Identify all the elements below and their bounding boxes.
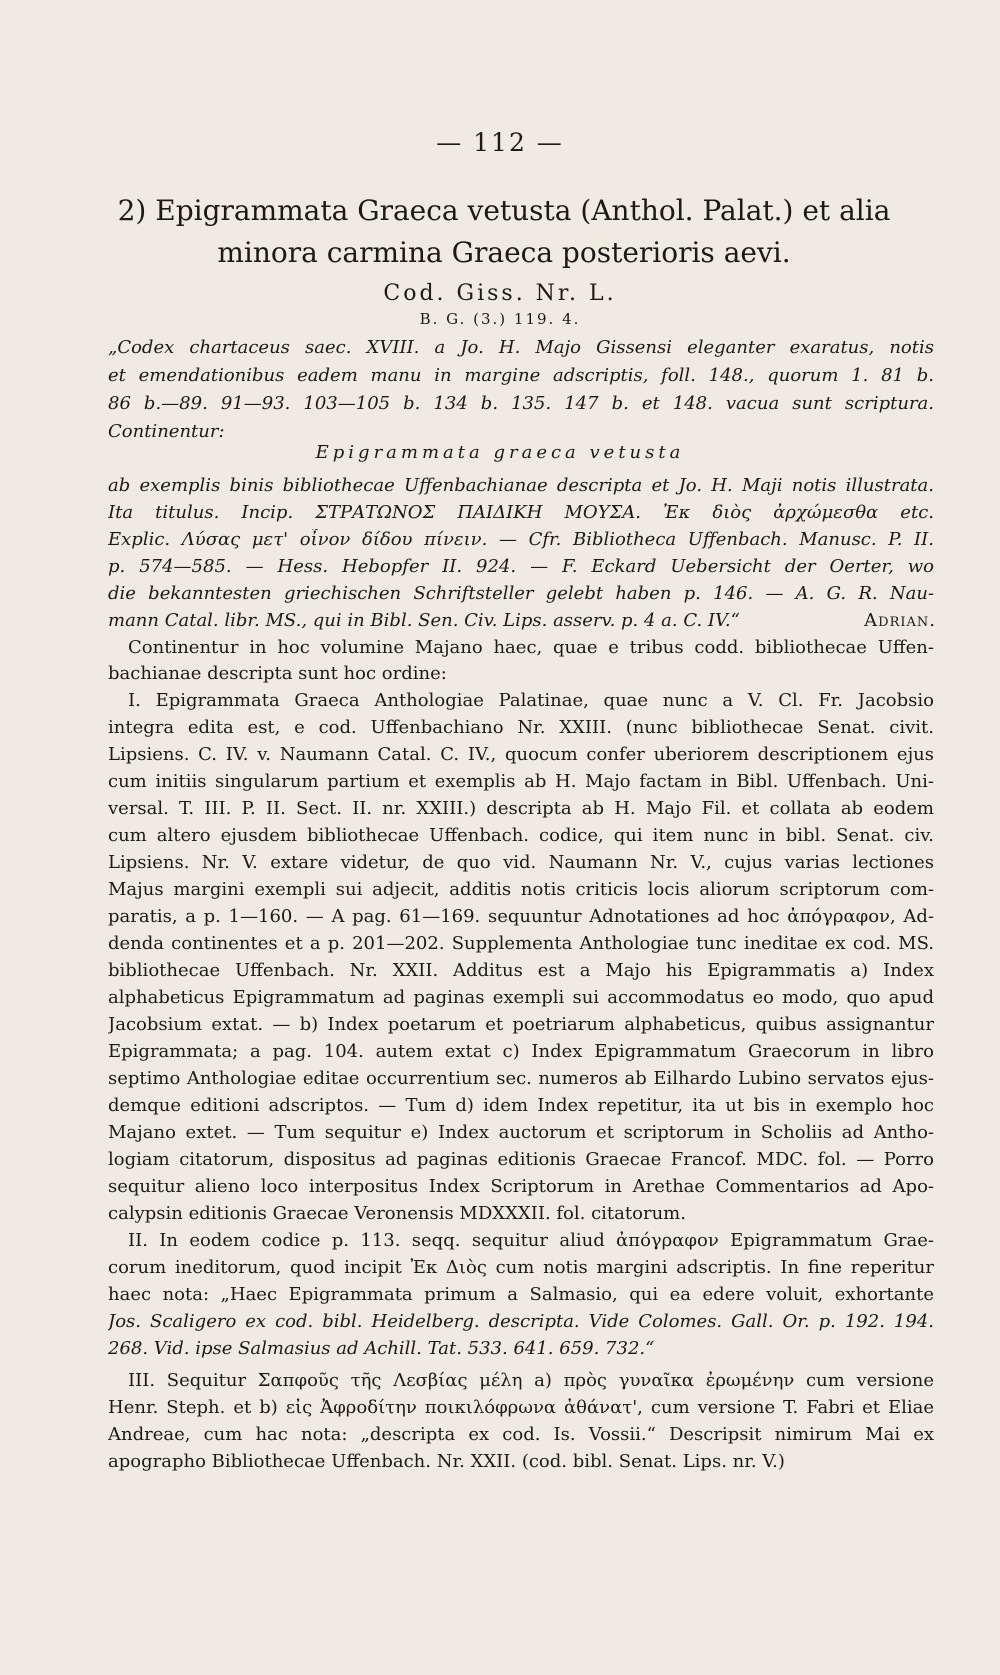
text-line: die bekanntesten griechischen Schriftsteller gelebt haben p. 146. — A. G. R. Nau-	[108, 583, 934, 604]
text-line: „Codex chartaceus saec. XVIII. a Jo. H. Majo Gissensi eleganter exaratus, notis	[108, 337, 934, 358]
codex-line: Cod. Giss. Nr. L.	[383, 281, 617, 306]
text-line: demque editioni adscriptos. — Tum d) idem Index repetitur, ita ut bis in exemplo hoc	[108, 1095, 934, 1116]
text-line: p. 574—585. — Hess. Hebopfer II. 924. — F. Eckard Uebersicht der Oerter, wo	[108, 556, 934, 577]
text-line: 86 b.—89. 91—93. 103—105 b. 134 b. 135. 147 b. et 148. vacua sunt scriptura.	[108, 393, 934, 414]
author-signature: Adrian.	[864, 610, 936, 631]
text-line: et emendationibus eadem manu in margine adscriptis, foll. 148., quorum 1. 81 b.	[108, 365, 934, 386]
text-line: Jos. Scaligero ex cod. bibl. Heidelberg. descripta. Vide Colomes. Gall. Or. p. 192. 194.	[108, 1311, 934, 1332]
text-line: cum initiis singularum partium et exemplis ab H. Majo factam in Bibl. Uffenbach. Uni-	[108, 771, 934, 792]
text-line: Explic. Λύσας μετ' οἶνον δίδου πίνειν. — Cfr. Bibliotheca Uffenbach. Manusc. P. II.	[108, 529, 934, 550]
text-line: Ita titulus. Incip. ΣΤΡΑΤΩΝΟΣ ΠΑΙΔΙΚΗ ΜΟΥΣΑ. Ἐκ διὸς ἀρχώμεσθα etc.	[108, 502, 934, 523]
text-line: bibliothecae Uffenbach. Nr. XXII. Additus est a Majo his Epigrammatis a) Index	[108, 960, 934, 981]
text-line: Andreae, cum hac nota: „descripta ex cod. Is. Vossii.“ Descripsit nimirum Mai ex	[108, 1424, 934, 1445]
text-line: bachianae descripta sunt hoc ordine:	[108, 663, 447, 684]
text-line: Majano extet. — Tum sequitur e) Index auctorum et scriptorum in Scholiis ad Antho-	[108, 1122, 934, 1143]
text-line: III. Sequitur Σαπφοῦς τῆς Λεσβίας μέλη a) πρὸς γυναῖκα ἐρωμένην cum versione	[128, 1370, 934, 1391]
text-line: denda continentes et a p. 201—202. Supplementa Anthologiae tunc ineditae ex cod. MS.	[108, 933, 934, 954]
text-line: integra edita est, e cod. Uffenbachiano Nr. XXIII. (nunc bibliothecae Senat. civit.	[108, 717, 934, 738]
text-line: Continentur:	[108, 421, 225, 442]
text-line: ab exemplis binis bibliothecae Uffenbachianae descripta et Jo. H. Maji notis illustrata.	[108, 475, 934, 496]
text-line: I. Epigrammata Graeca Anthologiae Palatinae, quae nunc a V. Cl. Fr. Jacobsio	[128, 690, 934, 711]
page-number: — 112 —	[436, 128, 564, 157]
text-line: paratis, a p. 1—160. — A pag. 61—169. sequuntur Adnotationes ad hoc ἀπόγραφον, Ad-	[108, 906, 934, 927]
text-line: apographo Bibliothecae Uffenbach. Nr. XXII. (cod. bibl. Senat. Lips. nr. V.)	[108, 1451, 785, 1472]
text-line: Epigrammata; a pag. 104. autem extat c) Index Epigrammatum Graecorum in libro	[108, 1041, 934, 1062]
section-title: 2) Epigrammata Graeca vetusta (Anthol. Palat.) et alia minora carmina Graeca posterioris aevi.	[117, 194, 891, 269]
text-line: alphabeticus Epigrammatum ad paginas exempli sui accommodatus eo modo, quo apud	[108, 987, 934, 1008]
text-line: logiam citatorum, dispositus ad paginas editionis Graecae Francof. MDC. fol. — Porro	[108, 1149, 934, 1170]
text-line: Lipsiens. C. IV. v. Naumann Catal. C. IV., quocum confer uberiorem descriptionem ejus	[108, 744, 934, 765]
text-line: calypsin editionis Graecae Veronensis MDXXXII. fol. citatorum.	[108, 1203, 686, 1224]
text-line: septimo Anthologiae editae occurrentium sec. numeros ab Eilhardo Lubino servatos ejus-	[108, 1068, 934, 1089]
text-line: 268. Vid. ipse Salmasius ad Achill. Tat. 533. 641. 659. 732.“	[108, 1338, 655, 1359]
text-line: mann Catal. libr. MS., qui in Bibl. Sen. Civ. Lips. asserv. p. 4 a. C. IV.“	[108, 610, 740, 631]
text-line: sequitur alieno loco interpositus Index Scriptorum in Arethae Commentarios ad Apo-	[108, 1176, 934, 1197]
text-line: versal. T. III. P. II. Sect. II. nr. XXIII.) descripta ab H. Majo Fil. et collata ab eodem	[108, 798, 934, 819]
text-line: Lipsiens. Nr. V. extare videtur, de quo vid. Naumann Nr. V., cujus varias lectiones	[108, 852, 934, 873]
text-line: corum ineditorum, quod incipit Ἐκ Διὸς cum notis margini adscriptis. In fine reperitur	[108, 1257, 934, 1278]
shelfmark-line: B. G. (3.) 119. 4.	[419, 310, 581, 328]
text-line: Continentur in hoc volumine Majano haec, quae e tribus codd. bibliothecae Uffen-	[128, 637, 934, 658]
text-line: Jacobsium extat. — b) Index poetarum et poetriarum alphabeticus, quibus assignantur	[108, 1014, 934, 1035]
text-line: Majus margini exempli sui adjecit, additis notis criticis locis aliorum scriptorum com-	[108, 879, 934, 900]
subheading: Epigrammata graeca vetusta	[315, 442, 685, 463]
text-line: haec nota: „Haec Epigrammata primum a Salmasio, qui ea edere voluit, exhortante	[108, 1284, 934, 1305]
text-line: cum altero ejusdem bibliothecae Uffenbach. codice, qui item nunc in bibl. Senat. civ.	[108, 825, 934, 846]
text-line: II. In eodem codice p. 113. seqq. sequitur aliud ἀπόγραφον Epigrammatum Grae-	[128, 1230, 934, 1251]
text-line: Henr. Steph. et b) εἰς Ἀφροδίτην ποικιλόφρωνα ἀθάνατ', cum versione T. Fabri et Eliae	[108, 1397, 934, 1418]
